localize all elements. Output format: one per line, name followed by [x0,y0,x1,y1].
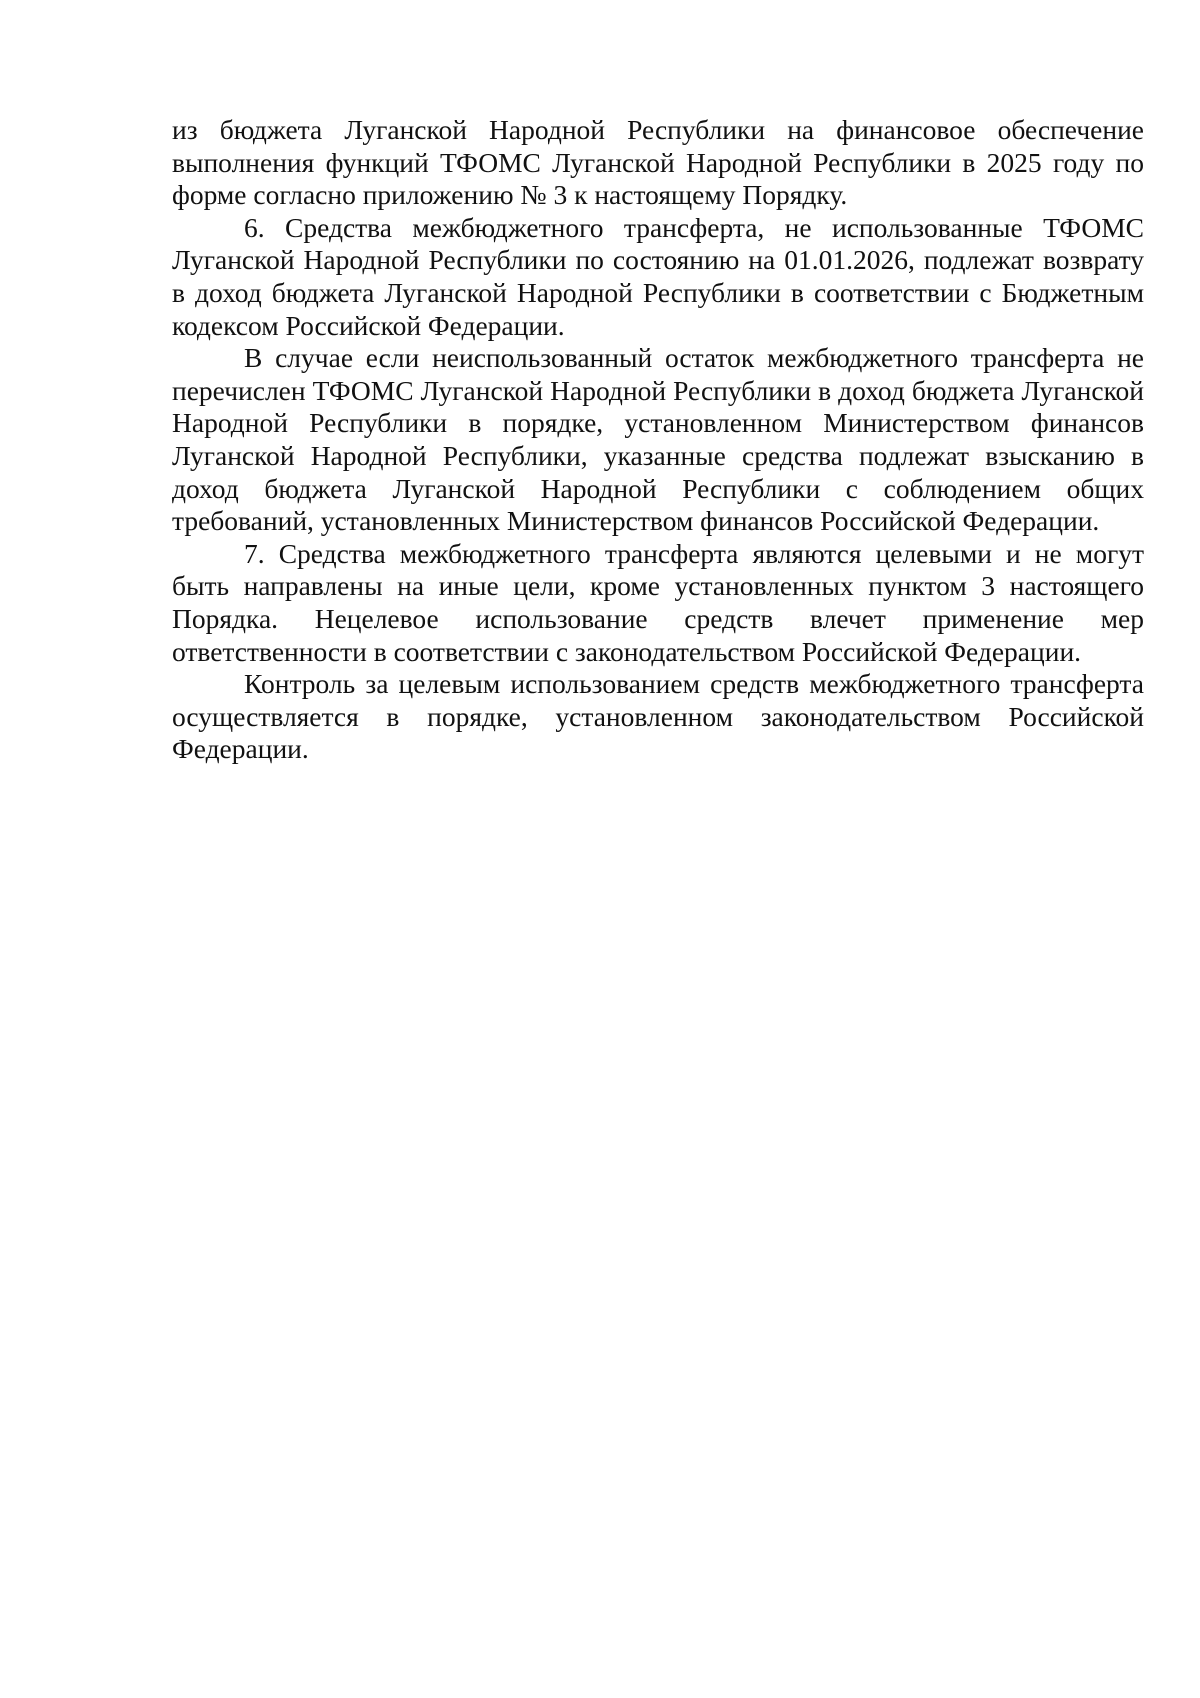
paragraph-control: Контроль за целевым использованием средств межбюджетного трансферта осуществляется в порядке, установленном законодательством Российской Федерации. [172,668,1144,765]
paragraph-continuation: из бюджета Луганской Народной Республики на финансовое обеспечение выполнения функций ТФОМС Луганской Народной Республики в 2025 году по форме согласно приложению № 3 к настоящему Порядку. [172,114,1144,211]
paragraph-unused-balance: В случае если неиспользованный остаток межбюджетного трансферта не перечислен ТФОМС Луганской Народной Республики в доход бюджета Луганской Народной Республики в порядке, установленном Министерством финансов Луганской Народной Республики, указанные средства подлежат взысканию в доход бюджета Луганской Народной Республики с соблюдением общих требований, установленных Министерством финансов Российской Федерации. [172,342,1144,537]
paragraph-item-6: 6. Средства межбюджетного трансферта, не использованные ТФОМС Луганской Народной Республики по состоянию на 01.01.2026, подлежат возврату в доход бюджета Луганской Народной Республики в соответствии с Бюджетным кодексом Российской Федерации. [172,211,1144,341]
paragraph-item-7: 7. Средства межбюджетного трансферта являются целевыми и не могут быть направлены на иные цели, кроме установленных пунктом 3 настоящего Порядка. Нецелевое использование средств влечет применение мер ответственности в соответствии с законодательством Российской Федерации. [172,537,1144,667]
document-body [172,114,1144,766]
